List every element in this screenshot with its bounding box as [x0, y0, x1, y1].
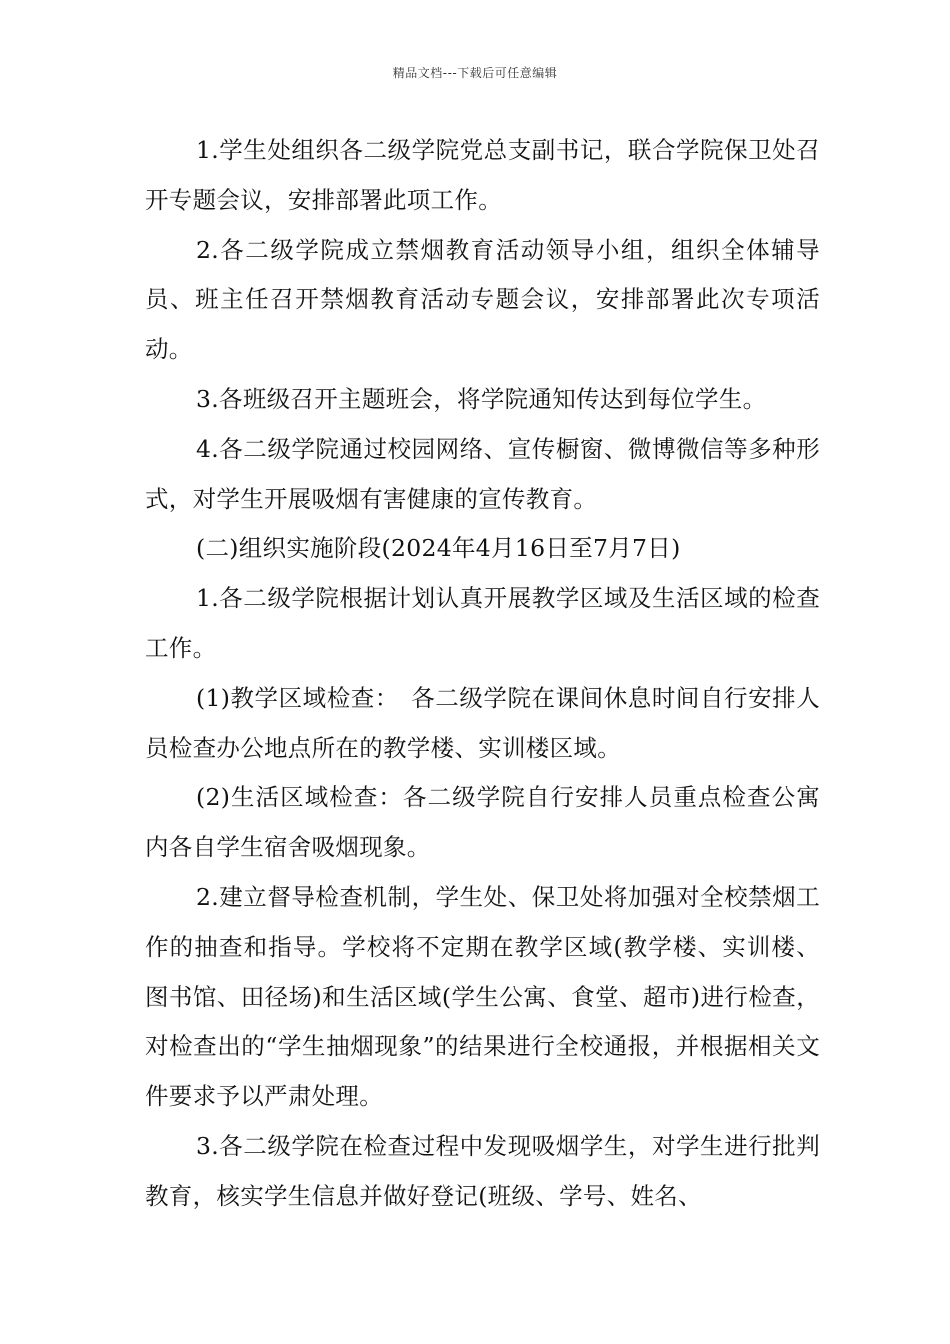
paragraph-1: 1.学生处组织各二级学院党总支副书记，联合学院保卫处召开专题会议，安排部署此项工作。	[145, 136, 820, 214]
paragraph-4: 4.各二级学院通过校园网络、宣传橱窗、微博微信等多种形式，对学生开展吸烟有害健康的宣传教育。	[145, 434, 820, 513]
paragraph-8: (2)生活区域检查：各二级学院自行安排人员重点检查公寓内各自学生宿舍吸烟现象。	[145, 783, 820, 862]
paragraph-10: 3.各二级学院在检查过程中发现吸烟学生，对学生进行批判教育，核实学生信息并做好登记(班级、学号、姓名、	[145, 1131, 820, 1210]
document-body	[145, 126, 820, 1222]
paragraph-6: 1.各二级学院根据计划认真开展教学区域及生活区域的检查工作。	[145, 584, 820, 662]
paragraph-9: 2.建立督导检查机制，学生处、保卫处将加强对全校禁烟工作的抽查和指导。学校将不定期在教学区域(教学楼、实训楼、图书馆、田径场)和生活区域(学生公寓、食堂、超市)进行检查，对检查出的“学生抽烟现象”的结果进行全校通报，并根据相关文件要求予以严肃处理。	[145, 882, 820, 1111]
page-header: 精品文档---下载后可任意编辑	[392, 66, 558, 80]
paragraph-3: 3.各班级召开主题班会，将学院通知传达到每位学生。	[196, 384, 767, 413]
paragraph-2: 2.各二级学院成立禁烟教育活动领导小组，组织全体辅导员、班主任召开禁烟教育活动专题会议，安排部署此次专项活动。	[145, 235, 820, 364]
section-heading-implementation: (二)组织实施阶段(2024年4月16日至7月7日)	[196, 534, 681, 563]
paragraph-7: (1)教学区域检查： 各二级学院在课间休息时间自行安排人员检查办公地点所在的教学楼、实训楼区域。	[145, 683, 820, 762]
